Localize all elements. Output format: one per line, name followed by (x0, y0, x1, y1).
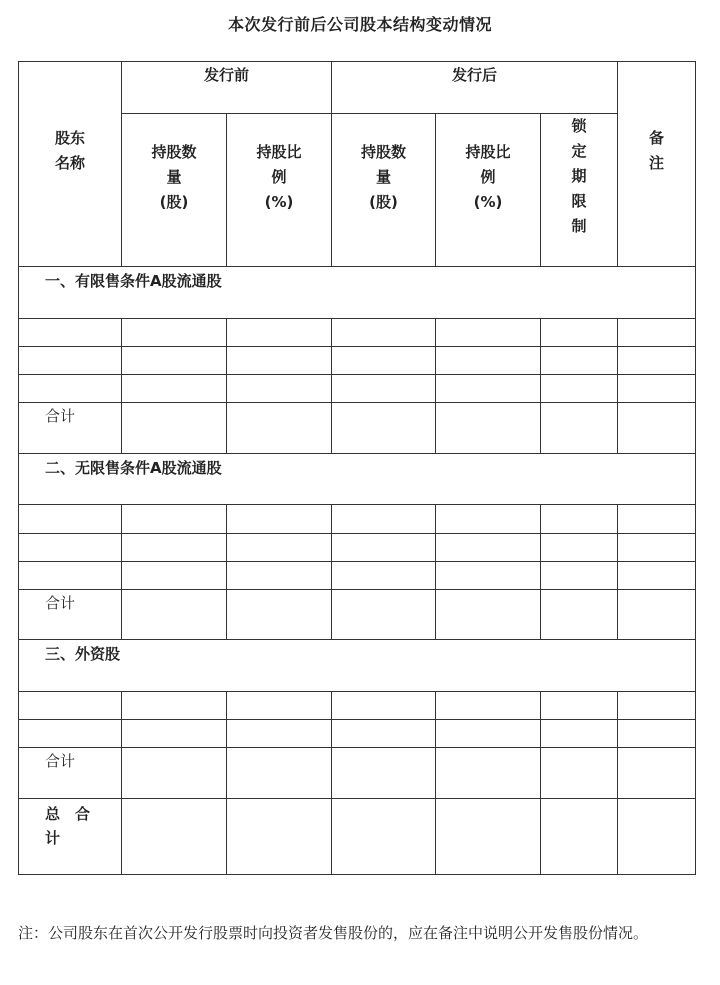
table-row (19, 375, 696, 403)
table-row (19, 720, 696, 748)
grand-total-label: 总 合 计 (19, 799, 122, 875)
header-lock-period: 锁 定 期 限 制 (541, 114, 618, 267)
header-share-count-before: 持股数 量 (股) (122, 114, 227, 267)
grand-total-row (19, 799, 696, 875)
header-remarks: 备 注 (618, 62, 696, 267)
section-label: 三、外资股 (19, 640, 696, 692)
table-row (19, 505, 696, 534)
header-after-issue: 发行后 (332, 62, 618, 114)
footnote: 注：公司股东在首次公开发行股票时向投资者发售股份的，应在备注中说明公开发售股份情况。 (18, 924, 649, 942)
subtotal-label: 合计 (19, 590, 122, 640)
header-shareholder-name: 股东 名称 (19, 62, 122, 267)
table-row (19, 562, 696, 590)
page-title: 本次发行前后公司股本结构变动情况 (227, 15, 492, 34)
table-row (19, 347, 696, 375)
subtotal-row (19, 403, 696, 454)
subtotal-label: 合计 (19, 748, 122, 799)
header-share-ratio-before: 持股比 例 (%) (227, 114, 332, 267)
table-row (19, 319, 696, 347)
subtotal-label: 合计 (19, 403, 122, 454)
section-label: 一、有限售条件A股流通股 (19, 267, 696, 319)
header-share-count-after: 持股数 量 (股) (332, 114, 436, 267)
header-before-issue: 发行前 (122, 62, 332, 114)
section-label: 二、无限售条件A股流通股 (19, 454, 696, 505)
subtotal-row (19, 748, 696, 799)
header-share-ratio-after: 持股比 例 (%) (436, 114, 541, 267)
subtotal-row (19, 590, 696, 640)
table-row (19, 534, 696, 562)
share-structure-table (18, 61, 696, 875)
table-row (19, 692, 696, 720)
